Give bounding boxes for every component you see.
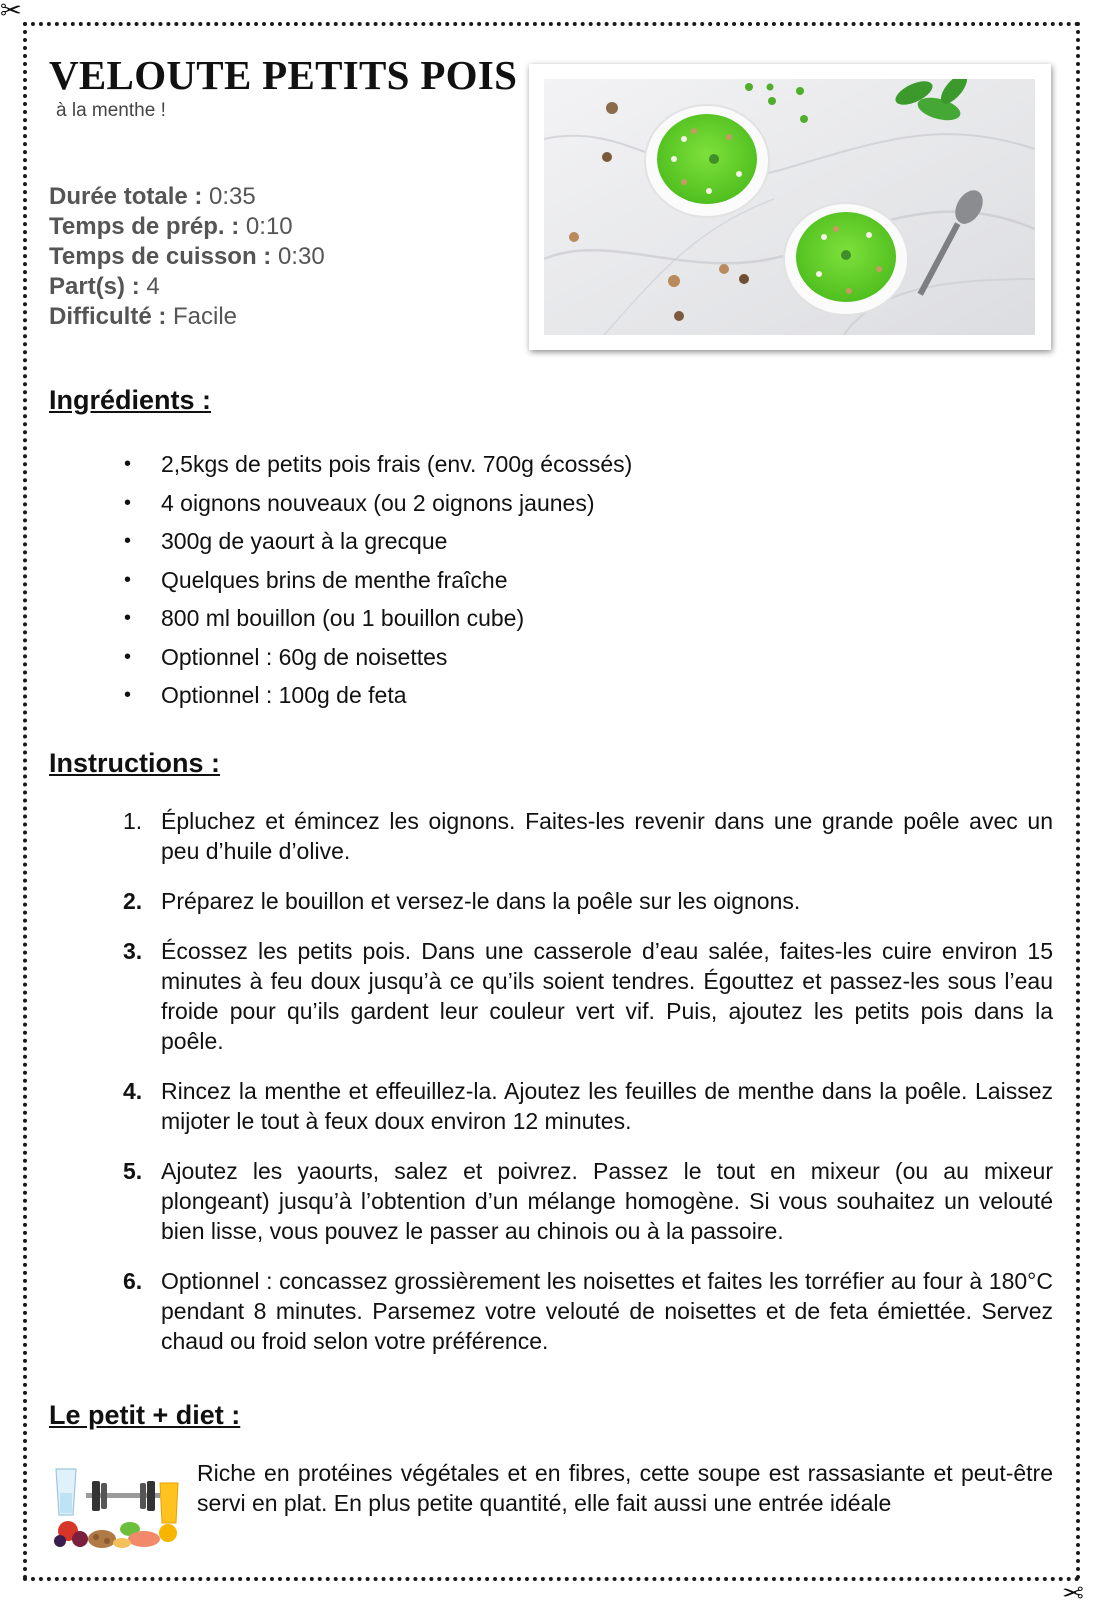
list-item [118, 638, 818, 677]
list-item [118, 445, 818, 484]
bullet-icon: • [124, 607, 132, 629]
bullet-icon: • [124, 684, 132, 706]
diet-heading: Le petit + diet : [49, 1400, 241, 1430]
step-text: Épluchez et émincez les oignons. Faites-les revenir dans une grande poêle avec un peu d’huile d’olive. [161, 808, 1053, 864]
step-number: 3. [123, 938, 143, 964]
step-text: Ajoutez les yaourts, salez et poivrez. Passez le tout en mixeur (ou au mixeur plongeant) jusqu’à l’obtention d’un mélange homogène. Si vous souhaitez un velouté bien lisse, vous pouvez le passer au chinois ou à la passoire. [161, 1158, 1053, 1244]
ingredient-text: 4 oignons nouveaux (ou 2 oignons jaunes) [161, 489, 595, 516]
meta-prep-time [49, 212, 325, 242]
bullet-icon: • [124, 530, 132, 552]
bullet-icon: • [124, 645, 132, 668]
instructions-list [118, 806, 1053, 1356]
recipe-title: VELOUTE PETITS POIS [49, 52, 518, 98]
ingredient-text: Optionnel : 60g de noisettes [161, 643, 448, 670]
meta-value: 0:30 [271, 243, 325, 270]
bullet-icon: • [124, 453, 132, 475]
step-text: Préparez le bouillon et versez-le dans la poêle sur les oignons. [161, 888, 801, 914]
instruction-step [118, 1156, 1053, 1266]
meta-difficulty [49, 302, 325, 332]
meta-label: Temps de prép. : [49, 213, 240, 240]
list-item [118, 599, 818, 638]
meta-value: 0:35 [202, 183, 256, 210]
step-number: 1. [123, 808, 143, 834]
scissors-icon: ✂ [1062, 1576, 1084, 1606]
bullet-icon: • [124, 568, 132, 591]
step-number: 6. [123, 1268, 143, 1294]
instruction-step [118, 1266, 1053, 1356]
list-item [118, 676, 818, 715]
step-number: 2. [123, 888, 143, 914]
diet-description: Riche en protéines végétales et en fibres, cette soupe est rassasiante et peut-être servi en plat. En plus petite quantité, elle fait aussi une entrée idéale [197, 1460, 1053, 1516]
instruction-step [118, 806, 1053, 886]
instruction-step [118, 1076, 1053, 1156]
meta-total-time [49, 182, 325, 212]
fitness-food-icon [52, 1463, 182, 1551]
instructions-heading: Instructions : [49, 748, 221, 778]
recipe-photo-frame [529, 64, 1051, 350]
meta-label: Durée totale : [49, 183, 203, 210]
meta-cook-time [49, 242, 325, 272]
scissors-icon: ✂ [0, 0, 22, 26]
list-item [118, 522, 818, 561]
meta-label: Difficulté : [49, 303, 167, 330]
ingredients-heading: Ingrédients : [49, 385, 212, 415]
soup-photo [544, 79, 1035, 335]
ingredient-text: 800 ml bouillon (ou 1 bouillon cube) [161, 605, 525, 631]
meta-value: 0:10 [239, 213, 293, 240]
ingredient-text: Quelques brins de menthe fraîche [161, 566, 508, 593]
step-number: 4. [123, 1078, 143, 1104]
meta-value: Facile [166, 303, 238, 330]
ingredient-text: Optionnel : 100g de feta [161, 682, 407, 708]
ingredient-text: 2,5kgs de petits pois frais (env. 700g écossés) [161, 451, 633, 477]
meta-value: 4 [139, 273, 160, 300]
meta-servings [49, 272, 325, 302]
ingredient-text: 300g de yaourt à la grecque [161, 528, 448, 554]
step-number: 5. [123, 1158, 143, 1184]
instruction-step [118, 936, 1053, 1076]
list-item [118, 561, 818, 600]
meta-label: Part(s) : [49, 273, 140, 300]
recipe-subtitle: à la menthe ! [56, 100, 166, 121]
instruction-step [118, 886, 1053, 936]
list-item [118, 484, 818, 523]
step-text: Optionnel : concassez grossièrement les noisettes et faites les torréfier au four à 180°C pendant 8 minutes. Parsemez votre velouté de noisettes et de feta émiettée. Servez chaud ou froid selon votre préférence. [161, 1268, 1053, 1354]
bullet-icon: • [124, 491, 132, 514]
meta-label: Temps de cuisson : [49, 243, 272, 270]
step-text: Rincez la menthe et effeuillez-la. Ajoutez les feuilles de menthe dans la poêle. Laissez mijoter le tout à feux doux environ 12 minutes. [161, 1078, 1053, 1134]
step-text: Écossez les petits pois. Dans une casserole d’eau salée, faites-les cuire environ 15 minutes à feu doux jusqu’à ce qu’ils soient tendres. Égouttez et passez-les sous l’eau froide pour qu’ils gardent leur couleur vert vif. Puis, ajoutez les petits pois dans la poêle. [161, 938, 1053, 1054]
recipe-meta [49, 182, 325, 332]
ingredients-list [118, 445, 818, 715]
